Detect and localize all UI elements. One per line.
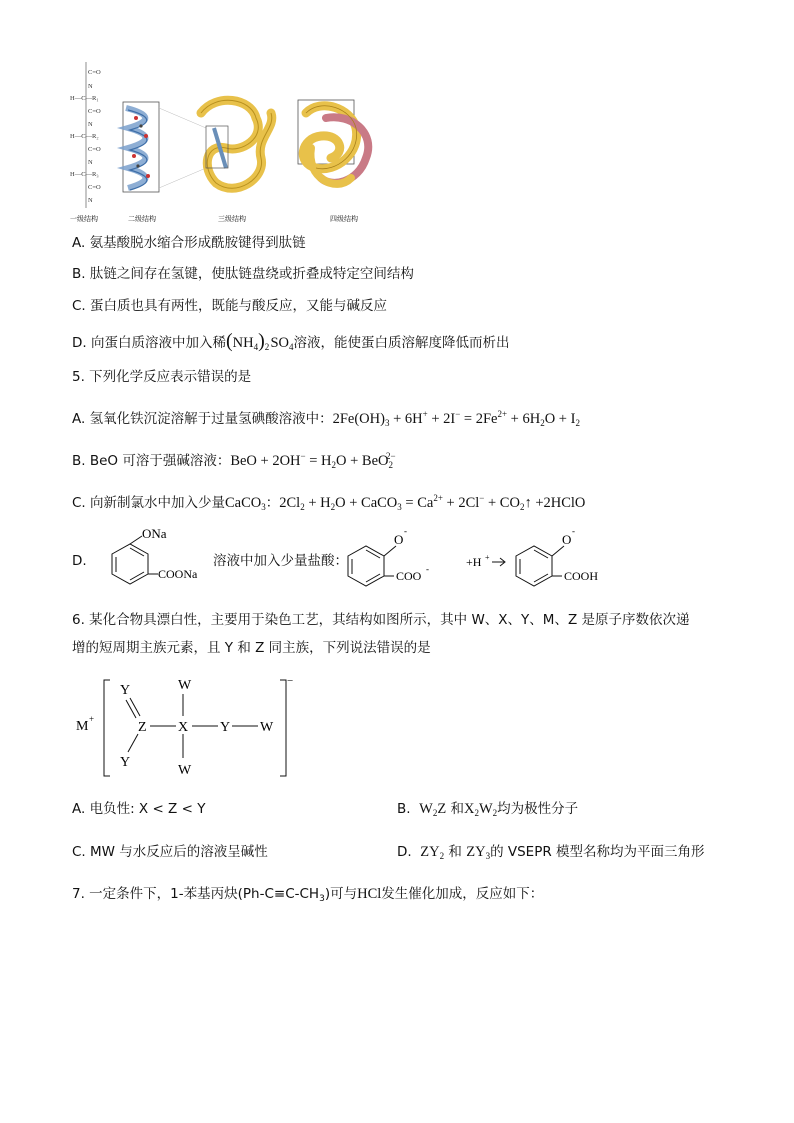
q6-option-d bbox=[397, 842, 705, 866]
q6-d-formula1: $ZY_2$ bbox=[420, 844, 445, 861]
q4-d-formula: $(NH_4)_2$ $SO_4$ bbox=[225, 330, 294, 352]
q5-b-equation: BeO + $2OH^- = H_2O + BeO_2^{2-}$ bbox=[230, 451, 396, 470]
svg-text:-: - bbox=[426, 564, 429, 574]
primary-structure-chain bbox=[70, 62, 101, 208]
q4-option-b: B. 肽链之间存在氢键，使肽链盘绕或折叠成特定空间结构 bbox=[72, 266, 414, 282]
tertiary-structure bbox=[201, 100, 272, 188]
q6-b-formula1: $W_2Z$ bbox=[419, 801, 447, 818]
svg-text:O: O bbox=[562, 532, 572, 547]
svg-text:N: N bbox=[88, 197, 93, 204]
q7-stem: 7. 一定条件下，1-苯基丙炔$(Ph-C\equiv C-CH_3)$可与HCl发生催化加成，反应如下： bbox=[72, 886, 544, 904]
q6-option-c: C. MW 与水反应后的溶液呈碱性 bbox=[72, 844, 268, 860]
svg-text:Y: Y bbox=[220, 720, 231, 735]
caption-secondary: 二级结构 bbox=[128, 215, 156, 223]
svg-text:N: N bbox=[88, 159, 93, 166]
q7-stem-mid: )可与 bbox=[324, 886, 358, 902]
protein-structure-figure bbox=[66, 58, 376, 228]
svg-text:W: W bbox=[178, 678, 192, 693]
svg-text:M: M bbox=[76, 719, 89, 734]
q4-d-pre: D. 向蛋白质溶液中加入稀 bbox=[72, 335, 226, 351]
svg-text:+: + bbox=[89, 714, 95, 724]
q6-d-mid: 和 bbox=[448, 844, 462, 860]
caption-tertiary: 三级结构 bbox=[218, 215, 246, 223]
q6-structure-diagram bbox=[72, 672, 302, 784]
svg-text:O: O bbox=[394, 532, 404, 547]
q5-a-equation: $2Fe(OH)_3 + 6H^+ + 2I^- = 2Fe^{2+} + 6H_2O + I_2$ bbox=[332, 409, 580, 428]
q7-stem-post: 发生催化加成，反应如下： bbox=[381, 886, 544, 902]
q5-d-equation-structures bbox=[340, 516, 640, 600]
svg-text:+: + bbox=[485, 553, 490, 562]
q5-d-mid: 溶液中加入少量盐酸： bbox=[213, 553, 348, 569]
q5-a-text: A. 氢氧化铁沉淀溶解于过量氢碘酸溶液中： bbox=[72, 411, 333, 427]
q5-option-c: C. 向新制氯水中加入少量CaCO$_3$：$2Cl_2 + H_2O$ + CaCO$_3$ = $Ca^{2+} + 2Cl^-$ + $CO_2↑$ +2HClO bbox=[72, 493, 586, 512]
svg-text:C=O: C=O bbox=[88, 69, 101, 76]
svg-text:COO: COO bbox=[396, 569, 422, 583]
svg-text:COONa: COONa bbox=[158, 567, 198, 581]
svg-text:C=O: C=O bbox=[88, 146, 101, 153]
svg-text:N: N bbox=[88, 121, 93, 128]
svg-text:H—C—R₂: H—C—R₂ bbox=[70, 133, 99, 140]
q7-reagent: HCl bbox=[357, 886, 382, 902]
q5-c-equation: $2Cl_2 + H_2O$ + CaCO$_3$ = $Ca^{2+} + 2Cl^-$ + $CO_2↑$ +2HClO bbox=[279, 493, 586, 512]
svg-text:W: W bbox=[260, 720, 274, 735]
q4-option-d bbox=[72, 331, 510, 357]
svg-text:H—C—R₃: H—C—R₃ bbox=[70, 171, 99, 178]
svg-text:C=O: C=O bbox=[88, 108, 101, 115]
q6-d-formula2: $ZY_3$ bbox=[466, 844, 491, 861]
caption-quaternary: 四级结构 bbox=[330, 215, 358, 223]
svg-text:Z: Z bbox=[138, 720, 147, 735]
q6-b-mid: 和 bbox=[450, 801, 464, 817]
q5-option-b bbox=[72, 446, 396, 475]
quaternary-structure bbox=[298, 100, 368, 184]
svg-text:-: - bbox=[404, 526, 407, 536]
svg-text:ONa: ONa bbox=[142, 526, 167, 541]
q4-option-a: A. 氨基酸脱水缩合形成酰胺键得到肽链 bbox=[72, 235, 306, 251]
q6-option-b bbox=[397, 799, 578, 823]
q5-stem: 5. 下列化学反应表示错误的是 bbox=[72, 369, 252, 385]
q6-structure-svg bbox=[72, 672, 302, 784]
caption-primary: 一级结构 bbox=[70, 215, 98, 223]
protein-structure-svg bbox=[66, 58, 376, 228]
q7-stem-pre: 7. 一定条件下，1-苯基丙炔(Ph-C≡C-CH bbox=[72, 886, 320, 902]
salicylate-equation-svg bbox=[340, 516, 640, 600]
svg-text:Y: Y bbox=[120, 683, 131, 698]
svg-text:COOH: COOH bbox=[564, 569, 599, 583]
q6-d-post: 的 VSEPR 模型名称均为平面三角形 bbox=[490, 844, 705, 860]
q6-b-formula2: $X_2W_2$ bbox=[464, 801, 498, 818]
q5-option-a bbox=[72, 404, 580, 433]
svg-text:Y: Y bbox=[120, 755, 131, 770]
q5-d-reactant-structure bbox=[92, 524, 212, 596]
svg-text:W: W bbox=[178, 763, 192, 778]
q6-option-a: A. 电负性: X < Z < Y bbox=[72, 801, 206, 817]
q5-b-text: B. BeO 可溶于强碱溶液： bbox=[72, 453, 231, 469]
svg-text:-: - bbox=[572, 526, 575, 536]
q5-c-reagent: CaCO$_3$ bbox=[225, 495, 266, 512]
q6-b-post: 均为极性分子 bbox=[497, 801, 579, 817]
q4-d-post: 溶液，能使蛋白质溶解度降低而析出 bbox=[293, 335, 510, 351]
svg-text:C=O: C=O bbox=[88, 184, 101, 191]
svg-text:N: N bbox=[88, 83, 93, 90]
svg-text:H—C—R₁: H—C—R₁ bbox=[70, 95, 99, 102]
q6-b-pre: B. bbox=[397, 801, 411, 817]
svg-text:X: X bbox=[178, 720, 189, 735]
q5-c-text: C. 向新制氯水中加入少量 bbox=[72, 495, 226, 511]
q6-d-pre: D. bbox=[397, 844, 412, 860]
q6-stem-line2: 增的短周期主族元素，且 Y 和 Z 同主族，下列说法错误的是 bbox=[72, 640, 431, 656]
q6-stem-line1: 6. 某化合物具漂白性，主要用于染色工艺，其结构如图所示，其中 W、X、Y、M、Z 是原子序数依次递 bbox=[72, 612, 690, 628]
q5-d-label: D. bbox=[72, 553, 87, 569]
q4-option-c: C. 蛋白质也具有两性，既能与酸反应，又能与碱反应 bbox=[72, 298, 388, 314]
svg-text:−: − bbox=[287, 675, 294, 687]
svg-text:+H: +H bbox=[466, 555, 482, 569]
secondary-structure-helix bbox=[123, 102, 159, 192]
sodium-salicylate-structure-svg bbox=[92, 524, 212, 596]
